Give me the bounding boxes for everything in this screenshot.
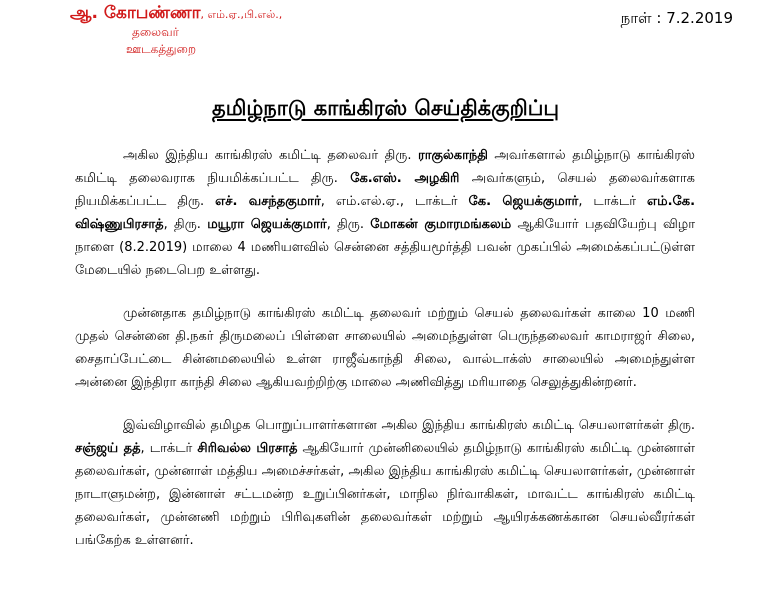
document-body xyxy=(75,144,695,572)
para1-text: அவர்களும், செயல் தலைவர்களாக நியமிக்கப்பட்ட திரு. xyxy=(75,171,695,209)
para1-text: , எம்.எல்.ஏ., டாக்டர் xyxy=(320,194,469,209)
letterhead-qualifications: , எம்.ஏ.,பி.எல்., xyxy=(200,8,283,21)
para1-text: அவர்களால் தமிழ்நாடு காங்கிரஸ் கமிட்டி தலைவராக நியமிக்கப்பட்ட திரு. xyxy=(75,148,696,186)
para3-text: ஆகியோர் முன்னிலையில் தமிழ்நாடு காங்கிரஸ் கமிட்டி முன்னாள் தலைவர்கள், முன்னாள் மத்திய அமைச்சர்கள், அகில இந்திய காங்கிரஸ் கமிட்டி செயலாளர்கள், முன்னாள் நாடாளுமன்ற, இன்னாள் சட்டமன்ற உறுப்பினர்கள், மாநில நிர்வாகிகள், மாவட்ட காங்கிரஸ் கமிட்டி தலைவர்கள், முன்னணி மற்றும் பிரிவுகளின் தலைவர்கள் மற்றும் ஆயிரக்கணக்கான செயல்வீரர்கள் பங்கேற்க உள்ளனர். xyxy=(75,441,695,548)
letterhead xyxy=(70,4,370,58)
para1-text: ஆகியோர் பதவியேற்பு விழா நாளை (8.2.2019) மாலை 4 மணியளவில் சென்னை சத்தியமூர்த்தி பவன் முகப்பில் அமைக்கப்பட்டுள்ள மேடையில் நடைபெற உள்ளது. xyxy=(75,217,696,278)
para1-bold-name: கே. ஜெயக்குமார் xyxy=(468,194,579,209)
date-label: நாள் : xyxy=(620,9,662,27)
letterhead-role: தலைவர் xyxy=(132,25,179,39)
letterhead-name: ஆ. கோபண்ணா xyxy=(70,3,201,23)
para1-bold-name: எச். வசந்தகுமார் xyxy=(215,194,321,209)
para1-text: , டாக்டர் xyxy=(578,194,647,209)
para1-bold-name: மயூரா ஜெயக்குமார் xyxy=(207,217,327,232)
para1-bold-name: கே.எஸ். அழகிரி xyxy=(350,171,460,186)
para1-bold-name: எம்.கே. விஷ்ணுபிரசாத் xyxy=(75,194,696,232)
para3-bold-name: சஞ்ஜய் தத் xyxy=(75,441,141,456)
document-title: தமிழ்நாடு காங்கிரஸ் செய்திக்குறிப்பு xyxy=(212,96,559,120)
date-value: 7.2.2019 xyxy=(666,9,733,27)
para1-text: அகில இந்திய காங்கிரஸ் கமிட்டி தலைவர் திரு. xyxy=(123,148,418,163)
para1-text: , திரு. xyxy=(326,217,371,232)
paragraph-2: முன்னதாக தமிழ்நாடு காங்கிரஸ் கமிட்டி தலைவர் மற்றும் செயல் தலைவர்கள் காலை 10 மணி முதல் சென்னை தி.நகர் திருமலைப் பிள்ளை சாலையில் அமைந்துள்ள பெருந்தலைவர் காமராஜர் சிலை, சைதாப்பேட்டை சின்னமலையில் உள்ள ராஜீவ்காந்தி சிலை, வால்டாக்ஸ் சாலையில் அமைந்துள்ள அன்னை இந்திரா காந்தி சிலை ஆகியவற்றிற்கு மாலை அணிவித்து மரியாதை செலுத்துகின்றனர். xyxy=(75,306,695,390)
para1-bold-name: ராகுல்காந்தி xyxy=(418,148,488,163)
para3-text: , டாக்டர் xyxy=(140,441,198,456)
para3-bold-name: சிரிவல்ல பிரசாத் xyxy=(197,441,298,456)
paragraph-1 xyxy=(75,144,695,282)
paragraph-3 xyxy=(75,414,695,552)
para1-text: , திரு. xyxy=(163,217,208,232)
para1-bold-name: மோகன் குமாரமங்கலம் xyxy=(370,217,512,232)
letterhead-department: ஊடகத்துறை xyxy=(126,42,197,56)
document-date xyxy=(621,9,733,29)
para3-text: இவ்விழாவில் தமிழக பொறுப்பாளர்களான அகில இந்திய காங்கிரஸ் கமிட்டி செயலாளர்கள் திரு. xyxy=(123,418,695,433)
letterhead-name-line xyxy=(70,4,370,24)
